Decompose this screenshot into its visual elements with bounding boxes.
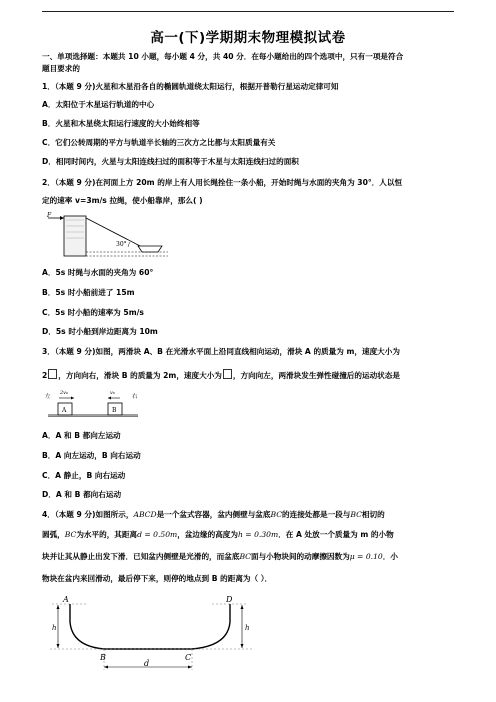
q3-stem-line2-a: 2 [42, 371, 48, 380]
q4-text: 面与小物块间的动摩擦因数为 [250, 552, 350, 561]
q4-text: ．小 [382, 552, 398, 561]
q4-text: ，盆边缘的高度为 [177, 530, 238, 539]
q2-option-d: D．5s 时小船到岸边距离为 10m [42, 327, 158, 336]
q2-angle-label: 30° [116, 241, 127, 248]
q3-v0-placeholder-2 [223, 369, 232, 379]
q3-stem-line1: 3．（本题 9 分)如图，两滑块 A、B 在光滑水平面上沿同直线相向运动，滑块 A 的质量为 m，速度大小为 [42, 347, 400, 356]
section-heading-line1: 一、单项选择题：本题共 10 小题，每小题 4 分，共 40 分．在每小题给出的四个选项中，只有一项是符合 [42, 52, 404, 61]
header-rule [42, 11, 454, 12]
q3-stem-line2-b: ，方向向右，滑块 B 的质量为 2m，速度大小为 [58, 371, 222, 380]
q4-text: 块并让其从静止出发下滑．已知盆内侧壁是光滑的，而盆底 [42, 552, 240, 561]
q4-math-mu: μ = 0.10 [349, 552, 383, 561]
q3-vb-label: v₀ [110, 390, 115, 396]
section-heading-line2: 题目要求的 [42, 64, 80, 73]
q4-math-abcd: ABCD [133, 510, 157, 519]
q4-stem-line1 [42, 510, 462, 520]
q4-math-bc: BC [350, 510, 362, 519]
q1-stem: 1．（本题 9 分)火星和木星沿各自的椭圆轨道绕太阳运行，根据开普勒行星运动定律可知 [42, 82, 339, 91]
q3-block-b: B [112, 407, 117, 414]
q4-text: ．在 A 处放一个质量为 m 的小物 [278, 530, 394, 539]
q2-stem-line1: 2．（本题 9 分)在河面上方 20m 的岸上有人用长绳拴住一条小船，开始时绳与水面的夹角为 30°．人以恒 [42, 178, 403, 187]
q4-math-bc: BC [64, 530, 77, 539]
q4-text: 4．（本题 9 分)如图所示， [42, 510, 134, 519]
q4-math-bc: BC [270, 510, 283, 519]
q3-v0-placeholder [48, 369, 57, 379]
q3-stem-line2 [42, 369, 462, 381]
q4-text: 相切的 [361, 510, 385, 519]
q2-boat-figure [44, 212, 172, 264]
q1-option-a: A．太阳位于木星运行轨道的中心 [42, 100, 155, 109]
q4-label-c: C [185, 653, 192, 662]
q4-stem-line3 [42, 552, 462, 562]
q4-label-h-right: h [245, 624, 250, 632]
q4-math-d: d = 0.50m [137, 530, 178, 539]
q3-option-c: C．A 静止，B 向右运动 [42, 471, 126, 480]
q4-text: 圆弧， [42, 530, 65, 539]
q3-blocks-figure [44, 388, 140, 422]
q4-text: 是一个盆式容器，盆内侧壁与盆底 [156, 510, 271, 519]
q2-stem-line2: 定的速率 v=3m/s 拉绳，使小船靠岸，那么( ) [42, 196, 203, 205]
q1-option-b: B．火星和木星绕太阳运行速度的大小始终相等 [42, 119, 200, 128]
q1-option-d: D．相同时间内，火星与太阳连线扫过的面积等于木星与太阳连线扫过的面积 [42, 157, 299, 166]
q3-option-d: D．A 和 B 都向右运动 [42, 490, 122, 499]
q3-left-label: 左 [45, 394, 51, 400]
q4-label-d: D [226, 595, 233, 604]
q3-option-a: A．A 和 B 都向左运动 [42, 431, 121, 440]
q4-text: 为水平的，其距离 [76, 530, 138, 539]
q4-math-bc: BC [239, 552, 251, 561]
q4-math-h: h = 0.30m [238, 530, 279, 539]
q3-block-a: A [62, 407, 67, 414]
q3-right-label: 右 [132, 394, 138, 400]
q4-basin-figure [46, 594, 260, 698]
q3-va-label: 2v₀ [60, 390, 69, 396]
q4-stem-line2 [42, 530, 462, 540]
q2-option-c: C．5s 时小船的速率为 5m/s [42, 308, 144, 317]
q3-option-b: B．A 向左运动，B 向右运动 [42, 451, 141, 460]
q4-text: 的连接处都是一段与 [282, 510, 351, 519]
page-title: 高一(下)学期期末物理模拟试卷 [150, 30, 346, 46]
q4-label-a: A [63, 595, 69, 604]
q4-label-h-left: h [52, 624, 57, 632]
q3-stem-line2-c: ，方向向左，两滑块发生弹性碰撞后的运动状态是 [232, 371, 400, 380]
q4-stem-line4: 物块在盆内来回滑动，最后停下来，则停的地点到 B 的距离为（ ）． [42, 574, 273, 583]
q2-force-label: F [47, 212, 52, 219]
q1-option-c: C．它们公转周期的平方与轨道半长轴的三次方之比都与太阳质量有关 [42, 138, 276, 147]
q2-option-a: A．5s 时绳与水面的夹角为 60° [42, 268, 154, 277]
q2-option-b: B．5s 时小船前进了 15m [42, 288, 135, 297]
q4-label-b: B [100, 653, 106, 662]
q4-label-d-distance: d [144, 659, 150, 668]
